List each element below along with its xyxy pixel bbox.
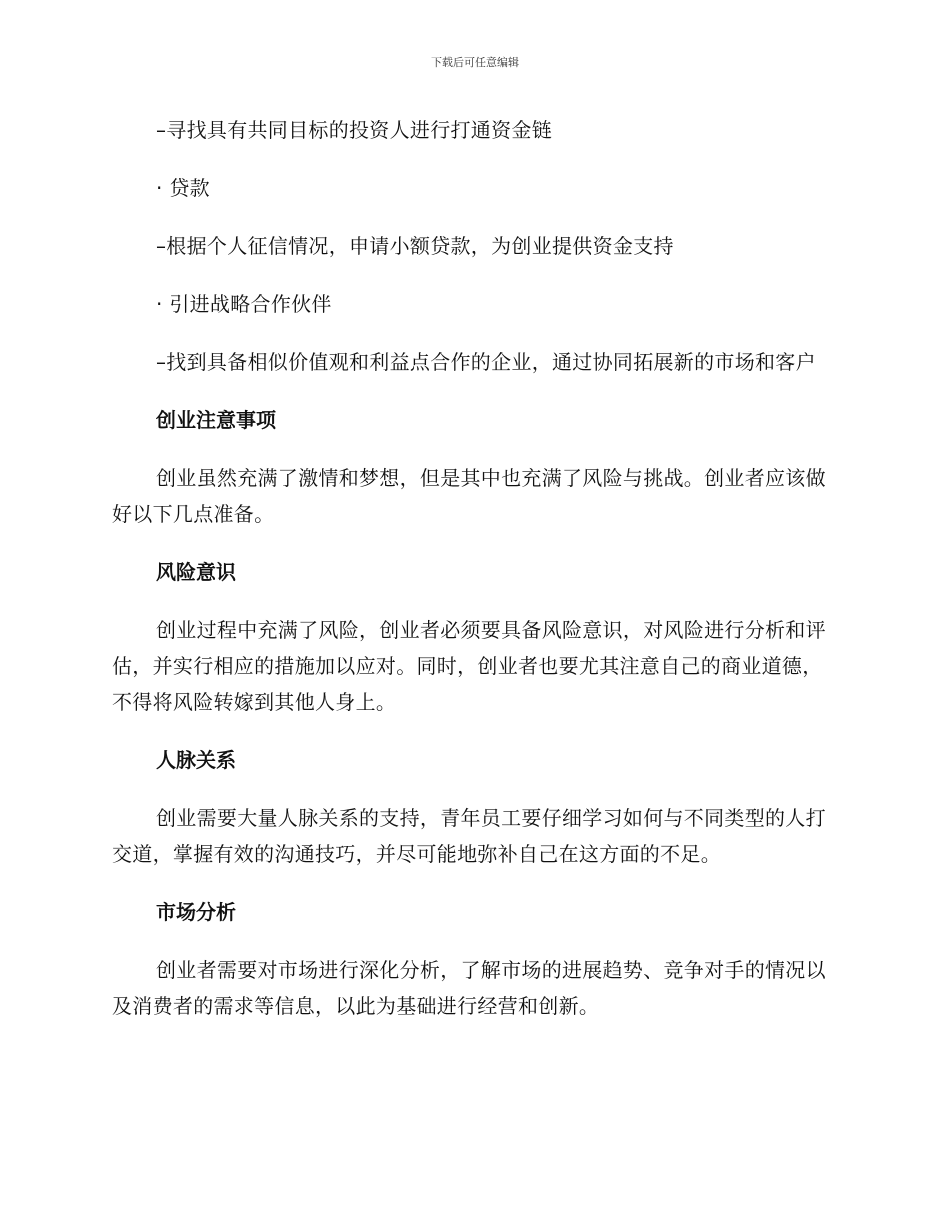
paragraph-strategic-partner: –找到具备相似价值观和利益点合作的企业，通过协同拓展新的市场和客户 [156,350,816,374]
paragraph-startup-notes: 创业虽然充满了激情和梦想，但是其中也充满了风险与挑战。创业者应该做好以下几点准备。 [112,466,826,526]
heading-startup-notes: 创业注意事项 [156,408,276,432]
heading-risk-awareness: 风险意识 [156,560,236,584]
bullet-loan: · 贷款 [156,176,210,200]
paragraph-risk-awareness: 创业过程中充满了风险，创业者必须要具备风险意识，对风险进行分析和评估，并实行相应的措施加以应对。同时，创业者也要尤其注意自己的商业道德，不得将风险转嫁到其他人身上。 [112,618,826,714]
page-header: 下载后可任意编辑 [431,56,519,69]
paragraph-market-analysis: 创业者需要对市场进行深化分析，了解市场的进展趋势、竞争对手的情况以及消费者的需求等信息，以此为基础进行经营和创新。 [112,958,826,1018]
paragraph-investor: –寻找具有共同目标的投资人进行打通资金链 [156,118,552,142]
paragraph-loan: –根据个人征信情况，申请小额贷款，为创业提供资金支持 [156,234,674,258]
bullet-strategic-partner: · 引进战略合作伙伴 [156,292,332,316]
heading-network: 人脉关系 [156,748,236,772]
document-body [112,112,832,1046]
paragraph-network: 创业需要大量人脉关系的支持，青年员工要仔细学习如何与不同类型的人打交道，掌握有效的沟通技巧，并尽可能地弥补自己在这方面的不足。 [112,806,826,866]
heading-market-analysis: 市场分析 [156,900,236,924]
